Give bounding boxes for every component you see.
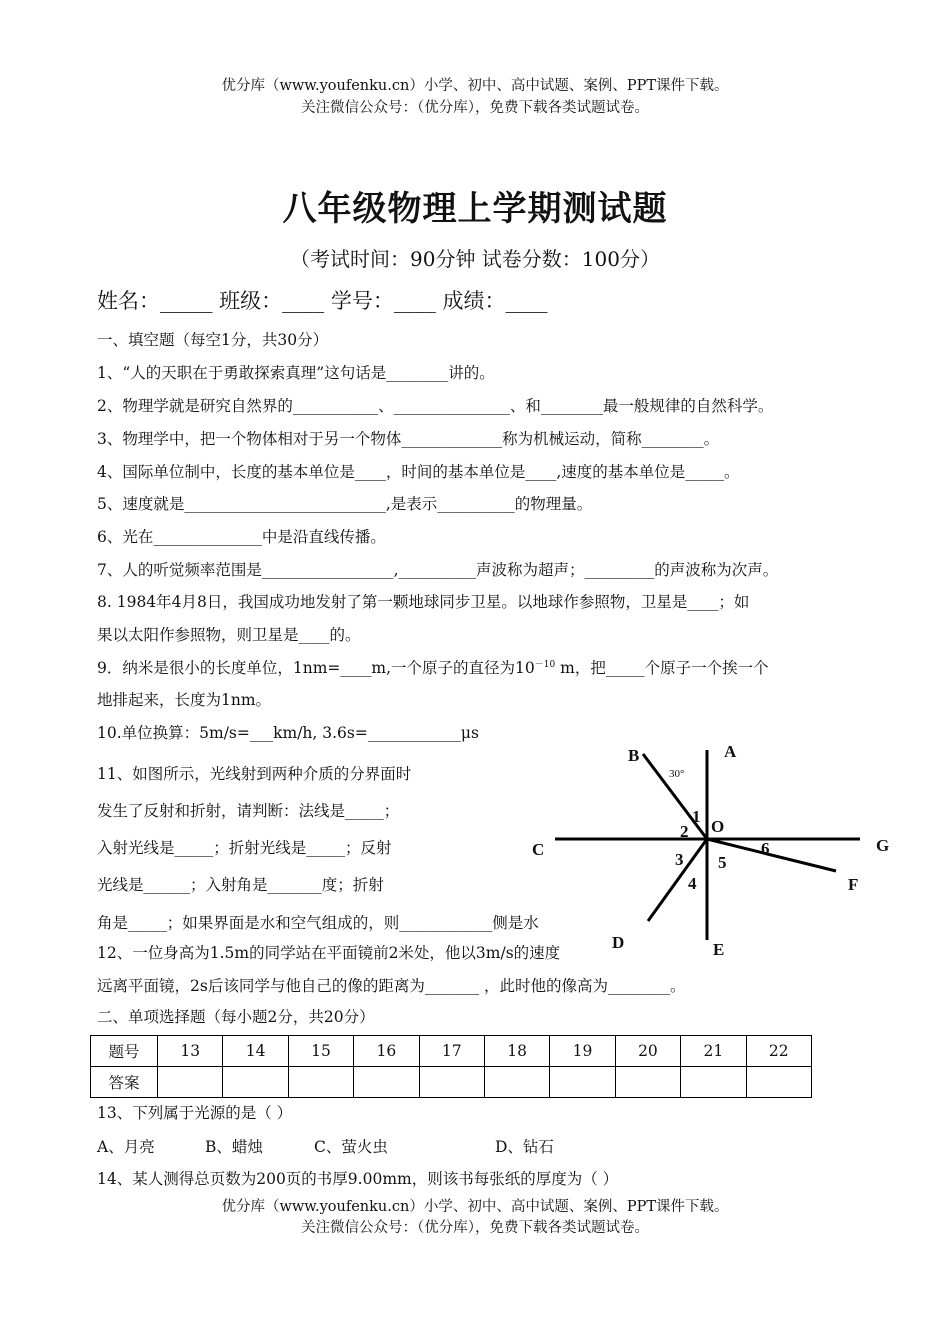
- header-line-1: 优分库（www.youfenku.cn）小学、初中、高中试题、案例、PPT课件下载。: [221, 78, 729, 94]
- question-13-option-c: C、萤火虫: [314, 1138, 388, 1156]
- question-13-option-d: D、钻石: [495, 1138, 554, 1156]
- question-14: 14、某人测得总页数为200页的书厚9.00mm，则该书每张纸的厚度为（ ）: [97, 1170, 619, 1188]
- section2-heading: 二、单项选择题（每小题2分，共20分）: [97, 1008, 375, 1026]
- fig-label-5: 5: [718, 853, 727, 872]
- table-cell-answer[interactable]: [354, 1067, 419, 1098]
- fig-label-F: F: [848, 875, 859, 894]
- fig-label-6: 6: [761, 839, 770, 858]
- fig-label-3: 3: [675, 850, 684, 869]
- question-11-line-4: 光线是______；入射角是_______度；折射: [97, 876, 384, 894]
- table-cell-answer[interactable]: [158, 1067, 223, 1098]
- header-line-2: 关注微信公众号：（优分库），免费下载各类试题试卷。: [301, 100, 649, 116]
- table-cell-number: 20: [615, 1036, 680, 1067]
- footer-line-1: 优分库（www.youfenku.cn）小学、初中、高中试题、案例、PPT课件下载。: [221, 1199, 729, 1215]
- table-cell-number: 18: [484, 1036, 549, 1067]
- question-4: 4、国际单位制中，长度的基本单位是____，时间的基本单位是____,速度的基本单位是_____。: [97, 463, 740, 481]
- question-8-line-2: 果以太阳作参照物，则卫星是____的。: [97, 626, 361, 644]
- fig-label-C: C: [532, 840, 545, 859]
- question-12-line-1: 12、一位身高为1.5m的同学站在平面镜前2米处，他以3m/s的速度: [97, 944, 561, 962]
- question-13-option-b: B、蜡烛: [205, 1138, 263, 1156]
- question-7: 7、人的听觉频率范围是_________________,__________声波称为超声；_________的声波称为次声。: [97, 561, 779, 579]
- question-9-text-b: m，把_____个原子一个挨一个: [555, 659, 769, 677]
- exam-subtitle: （考试时间：90分钟 试卷分数：100分）: [290, 247, 660, 271]
- table-header-answer: 答案: [91, 1067, 158, 1098]
- question-2: 2、物理学就是研究自然界的___________、_______________、和________最一般规律的自然科学。: [97, 397, 774, 415]
- question-12-line-2: 远离平面镜，2s后该同学与他自己的像的距离为_______ ，此时他的像高为________。: [97, 977, 686, 995]
- question-9-exponent: －10: [534, 659, 556, 670]
- question-1: 1、“人的天职在于勇敢探索真理”这句话是________讲的。: [97, 364, 495, 382]
- fig-label-O: O: [711, 817, 725, 836]
- answer-table-number-row: [91, 1036, 812, 1067]
- question-5: 5、速度就是__________________________,是表示__________的物理量。: [97, 495, 593, 513]
- table-cell-answer[interactable]: [746, 1067, 811, 1098]
- question-11-line-5: 角是_____；如果界面是水和空气组成的，则____________侧是水: [97, 914, 539, 932]
- light-diagram: [520, 740, 910, 970]
- table-cell-number: 13: [158, 1036, 223, 1067]
- table-cell-answer[interactable]: [223, 1067, 288, 1098]
- table-cell-answer[interactable]: [550, 1067, 615, 1098]
- fig-angle-30: 30°: [669, 768, 685, 780]
- table-cell-number: 19: [550, 1036, 615, 1067]
- question-11-line-2: 发生了反射和折射，请判断：法线是_____；: [97, 802, 400, 820]
- question-3: 3、物理学中，把一个物体相对于另一个物体_____________称为机械运动，简称________。: [97, 430, 720, 448]
- fig-label-2: 2: [680, 822, 689, 841]
- question-9-text-a: 9．纳米是很小的长度单位，1nm=____m,一个原子的直径为10: [97, 659, 535, 677]
- table-cell-answer[interactable]: [681, 1067, 746, 1098]
- fig-label-1: 1: [692, 807, 701, 826]
- question-11-line-1: 11、如图所示，光线射到两种介质的分界面时: [97, 765, 412, 783]
- table-cell-number: 15: [288, 1036, 353, 1067]
- question-9-line-1: [97, 656, 769, 678]
- fig-label-D: D: [612, 933, 625, 952]
- question-6: 6、光在______________中是沿直线传播。: [97, 528, 386, 546]
- answer-table: [90, 1035, 812, 1098]
- fig-label-G: G: [876, 836, 890, 855]
- question-13-option-a: A、月亮: [97, 1138, 155, 1156]
- table-cell-answer[interactable]: [484, 1067, 549, 1098]
- table-cell-number: 21: [681, 1036, 746, 1067]
- section1-heading: 一、填空题（每空1分，共30分）: [97, 331, 329, 349]
- page-title: 八年级物理上学期测试题: [282, 189, 668, 229]
- table-cell-number: 14: [223, 1036, 288, 1067]
- question-13: 13、下列属于光源的是（ ）: [97, 1104, 293, 1122]
- question-9-line-2: 地排起来，长度为1nm。: [97, 691, 272, 709]
- answer-table-answer-row: [91, 1067, 812, 1098]
- student-info-line: 姓名：_____ 班级：____ 学号：____ 成绩：____: [97, 289, 548, 313]
- footer-line-2: 关注微信公众号：（优分库），免费下载各类试题试卷。: [301, 1220, 649, 1236]
- fig-label-E: E: [713, 940, 725, 959]
- table-cell-answer[interactable]: [288, 1067, 353, 1098]
- question-10: 10.单位换算：5m/s=___km/h, 3.6s=____________μs: [97, 724, 479, 742]
- question-8-line-1: 8. 1984年4月8日，我国成功地发射了第一颗地球同步卫星。以地球作参照物，卫星是____；如: [97, 593, 750, 611]
- table-cell-answer[interactable]: [419, 1067, 484, 1098]
- table-cell-number: 22: [746, 1036, 811, 1067]
- question-11-line-3: 入射光线是_____；折射光线是_____；反射: [97, 839, 392, 857]
- fig-label-4: 4: [688, 874, 697, 893]
- fig-label-B: B: [628, 746, 640, 765]
- table-cell-number: 17: [419, 1036, 484, 1067]
- table-cell-number: 16: [354, 1036, 419, 1067]
- table-header-question-number: 题号: [91, 1036, 158, 1067]
- fig-label-A: A: [724, 742, 737, 761]
- table-cell-answer[interactable]: [615, 1067, 680, 1098]
